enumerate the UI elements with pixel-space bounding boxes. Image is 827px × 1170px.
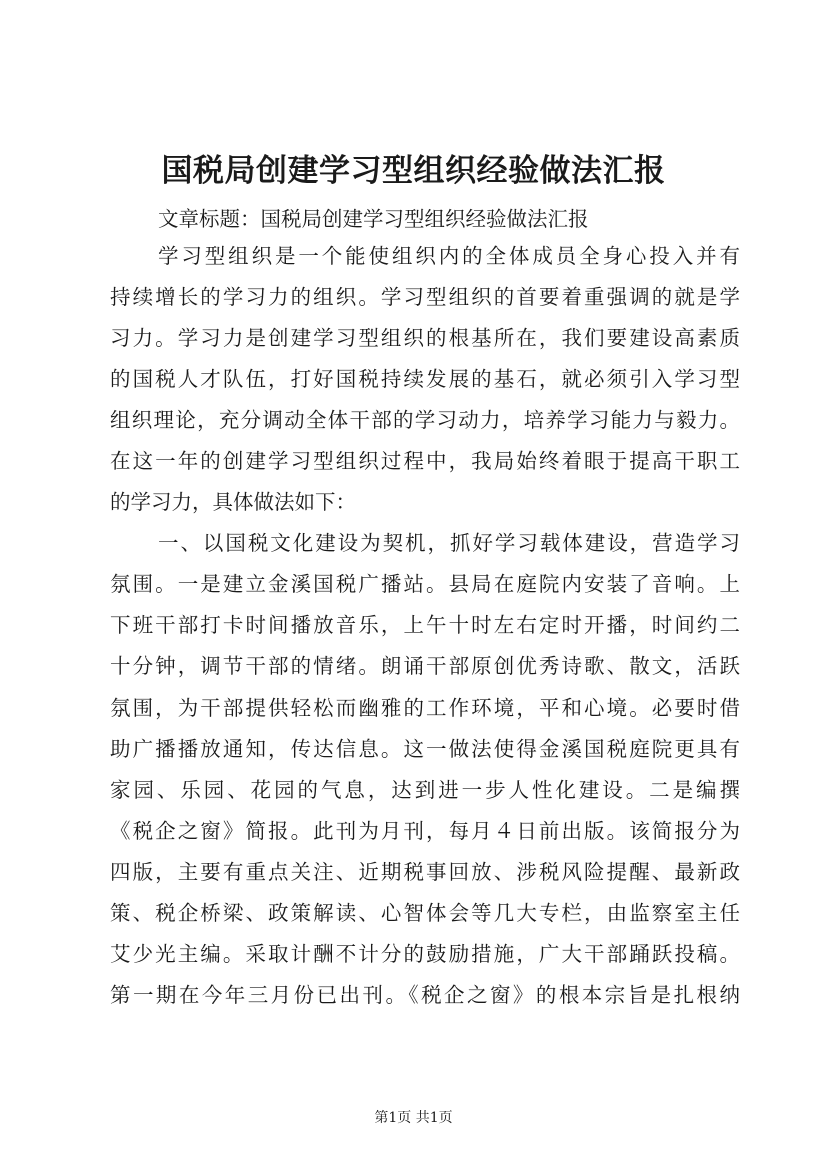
text-line: 四版，主要有重点关注、近期税事回放、涉税风险提醒、最新政 — [110, 859, 740, 884]
body-text — [110, 236, 740, 1016]
text-line: 持续增长的学习力的组织。学习型组织的首要着重强调的就是学 — [110, 285, 740, 310]
text-line: 家园、乐园、花园的气息，达到进一步人性化建设。二是编撰 — [110, 777, 740, 802]
text-line: 《税企之窗》简报。此刊为月刊，每月４日前出版。该简报分为 — [110, 818, 740, 843]
text-line: 第一期在今年三月份已出刊。《税企之窗》的根本宗旨是扎根纳 — [110, 982, 740, 1007]
text-line: 氛围。一是建立金溪国税广播站。县局在庭院内安装了音响。上 — [110, 572, 740, 597]
document-title: 国税局创建学习型组织经验做法汇报 — [161, 153, 666, 189]
page-number: 第1页 共1页 — [374, 1110, 453, 1126]
text-line: 在这一年的创建学习型组织过程中，我局始终着眼于提高干职工 — [110, 449, 740, 474]
text-line: 习力。学习力是创建学习型组织的根基所在，我们要建设高素质 — [110, 326, 740, 351]
text-line: 一、以国税文化建设为契机，抓好学习载体建设，营造学习 — [158, 531, 740, 556]
text-line: 艾少光主编。采取计酬不计分的鼓励措施，广大干部踊跃投稿。 — [110, 941, 740, 966]
text-line: 的学习力，具体做法如下： — [110, 490, 356, 515]
text-line: 氛围，为干部提供轻松而幽雅的工作环境，平和心境。必要时借 — [110, 695, 740, 720]
text-line: 助广播播放通知，传达信息。这一做法使得金溪国税庭院更具有 — [110, 736, 740, 761]
text-line: 策、税企桥梁、政策解读、心智体会等几大专栏，由监察室主任 — [110, 900, 740, 925]
text-line: 十分钟，调节干部的情绪。朗诵干部原创优秀诗歌、散文，活跃 — [110, 654, 740, 679]
text-line: 下班干部打卡时间播放音乐，上午十时左右定时开播，时间约二 — [110, 613, 740, 638]
article-title-line: 文章标题：国税局创建学习型组织经验做法汇报 — [158, 207, 589, 231]
text-line: 组织理论，充分调动全体干部的学习动力，培养学习能力与毅力。 — [110, 408, 740, 433]
text-line: 学习型组织是一个能使组织内的全体成员全身心投入并有 — [158, 244, 740, 268]
text-line: 的国税人才队伍，打好国税持续发展的基石，就必须引入学习型 — [110, 367, 740, 392]
